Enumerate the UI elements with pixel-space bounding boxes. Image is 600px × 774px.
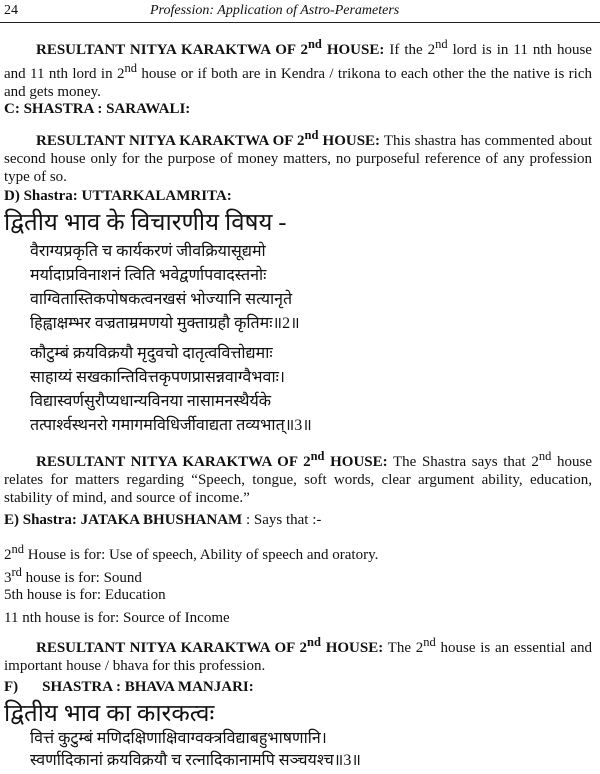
verse-line: हिह्वाक्षम्भर वज्रताम्रमणयो मुक्ताग्रहौ कृतिमः॥2॥ <box>30 315 300 332</box>
paragraph-resultant-2: RESULTANT NITYA KARAKTWA OF 2nd HOUSE: This shastra has commented about second house only for the purpose of money matters, no purposeful reference of any profession type of so. <box>4 128 592 185</box>
hindi-heading-2: द्वितीय भाव का कारकत्वः <box>4 701 215 727</box>
verse-line: विद्यास्वर्णसुरौप्यधान्यविनया नासामनस्थैर्यके <box>30 393 272 410</box>
section-d-heading: D) Shastra: UTTARKALAMRITA: <box>4 188 232 204</box>
house-line: 2nd House is for: Use of speech, Ability of speech and oratory. <box>4 542 379 563</box>
hindi-heading-1: द्वितीय भाव के विचारणीय विषय - <box>4 210 287 236</box>
verse-line: वाग्वितास्तिकपोषकत्वनखसं भोज्यानि सत्यानृते <box>30 291 293 308</box>
paragraph-resultant-3: RESULTANT NITYA KARAKTWA OF 2nd HOUSE: The Shastra says that 2nd house relates for matters regarding “Speech, tongue, soft words, clear argument ability, education, stability of mind, and source of income.” <box>4 449 592 506</box>
house-line: 3rd house is for: Sound <box>4 565 142 586</box>
page-header <box>0 0 600 22</box>
section-e-heading: E) Shastra: JATAKA BHUSHANAM : Says that :- <box>4 512 322 528</box>
header-rule <box>0 22 600 23</box>
paragraph-resultant-1: RESULTANT NITYA KARAKTWA OF 2nd HOUSE: If the 2nd lord is in 11 nth house and 11 nth lord in 2nd house or if both are in Kendra / trikona to each other the the native is rich and gets money. <box>4 37 592 100</box>
paragraph-resultant-4: RESULTANT NITYA KARAKTWA OF 2nd HOUSE: The 2nd house is an essential and important house / bhava for this profession. <box>4 635 592 674</box>
house-line: 5th house is for: Education <box>4 587 166 603</box>
house-line: 11 nth house is for: Source of Income <box>4 610 230 626</box>
verse-line: स्वर्णादिकानां क्रयविक्रयौ च रत्नादिकानामपि सञ्चयश्च॥3॥ <box>30 752 361 769</box>
verse-line: साहाय्यं सखकान्तिवित्तकृपणप्रासन्नवाग्वैभवाः। <box>30 369 285 386</box>
verse-line: कौटुम्बं क्रयविक्रयौ मृदुवचो दातृत्ववित्तोद्यमाः <box>30 345 273 362</box>
section-c-heading: C: SHASTRA : SARAWALI: <box>4 101 191 117</box>
section-f-heading: F) SHASTRA : BHAVA MANJARI: <box>4 679 254 695</box>
verse-line: वैराग्यप्रकृति च कार्यकरणं जीवक्रियासूद्यमो <box>30 243 266 260</box>
verse-line: तत्पार्श्वस्थनरो गमागमविधिर्जीवाद्यता तव्यभात्॥3॥ <box>30 417 312 434</box>
verse-line: वित्तं कुटुम्बं मणिदक्षिणाक्षिवाग्वक्त्रविद्याबहुभाषणानि। <box>30 730 327 747</box>
page-number: 24 <box>4 3 18 18</box>
verse-line: मर्यादाप्रविनाशनं त्विति भवेद्वर्णापवादस्तनोः <box>30 267 267 284</box>
running-title: Profession: Application of Astro-Perameters <box>150 3 400 18</box>
